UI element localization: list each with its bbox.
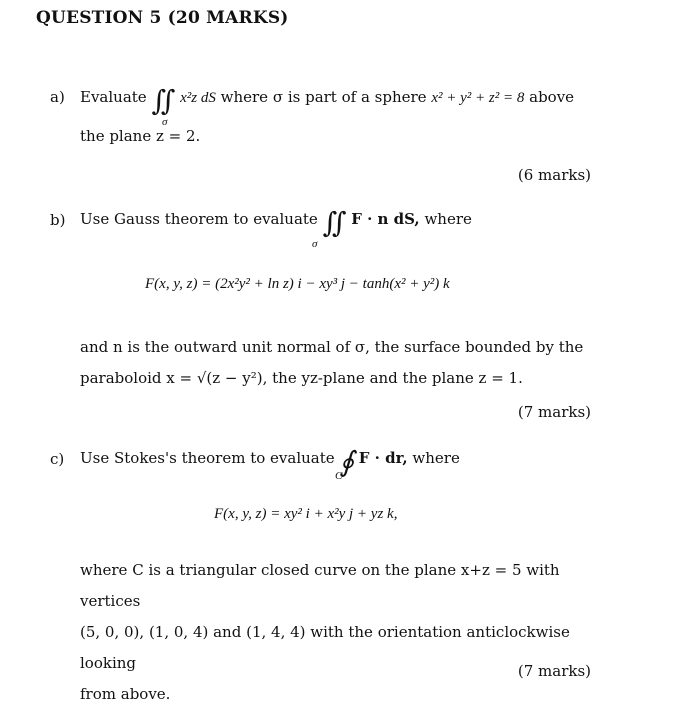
part-a-marks: (6 marks) (517, 166, 591, 184)
double-integral-symbol: ∬ (151, 84, 176, 117)
part-c-integrand: F · dr, (358, 449, 408, 467)
part-b-paragraph (80, 332, 600, 394)
contour-integral-symbol: ∮ (339, 445, 355, 478)
part-a-line2: the plane z = 2. (80, 127, 201, 145)
part-c-para-line2: (5, 0, 0), (1, 0, 4) and (1, 4, 4) with the orientation anticlockwise looking (80, 623, 570, 672)
part-a-label: a) (50, 88, 65, 106)
double-integral-symbol: ∬ (322, 206, 347, 239)
part-c-field: F(x, y, z) = xy² i + x²y j + yz k, (214, 506, 398, 522)
part-a-tail: above (529, 88, 575, 106)
part-b-para-line2: paraboloid x = √(z − y²), the yz-plane and the plane z = 1. (80, 369, 523, 387)
part-b-integrand: F · n dS, (351, 210, 420, 228)
part-b-tail: where (424, 210, 472, 228)
part-a-lead: Evaluate (80, 88, 147, 106)
part-c-subscript: C (335, 470, 343, 482)
part-c-lead: Use Stokes's theorem to evaluate (80, 449, 335, 467)
part-c-marks: (7 marks) (517, 662, 591, 680)
part-a-mid: where σ is part of a sphere (220, 88, 427, 106)
part-b-para-line1: and n is the outward unit normal of σ, the surface bounded by the (80, 338, 584, 356)
part-c-paragraph (80, 555, 610, 710)
part-c-label: c) (50, 450, 65, 468)
part-c-line1 (80, 445, 460, 478)
part-a-equation: x² + y² + z² = 8 (431, 90, 525, 106)
part-b-line1 (80, 206, 472, 239)
part-c-tail: where (412, 449, 460, 467)
part-a-subscript: σ (162, 116, 168, 128)
part-c-para-line1: where C is a triangular closed curve on the plane x+z = 5 with vertices (80, 561, 560, 610)
part-a-integrand: x²z dS (180, 90, 216, 106)
part-b-marks: (7 marks) (517, 403, 591, 421)
part-b-subscript: σ (312, 238, 318, 250)
part-b-lead: Use Gauss theorem to evaluate (80, 210, 318, 228)
question-title: QUESTION 5 (20 MARKS) (36, 8, 289, 28)
part-c-para-line3: from above. (80, 685, 171, 703)
part-a-line1 (80, 84, 574, 117)
part-b-field: F(x, y, z) = (2x²y² + ln z) i − xy³ j − tanh(x² + y²) k (145, 276, 450, 292)
part-b-label: b) (50, 211, 66, 229)
